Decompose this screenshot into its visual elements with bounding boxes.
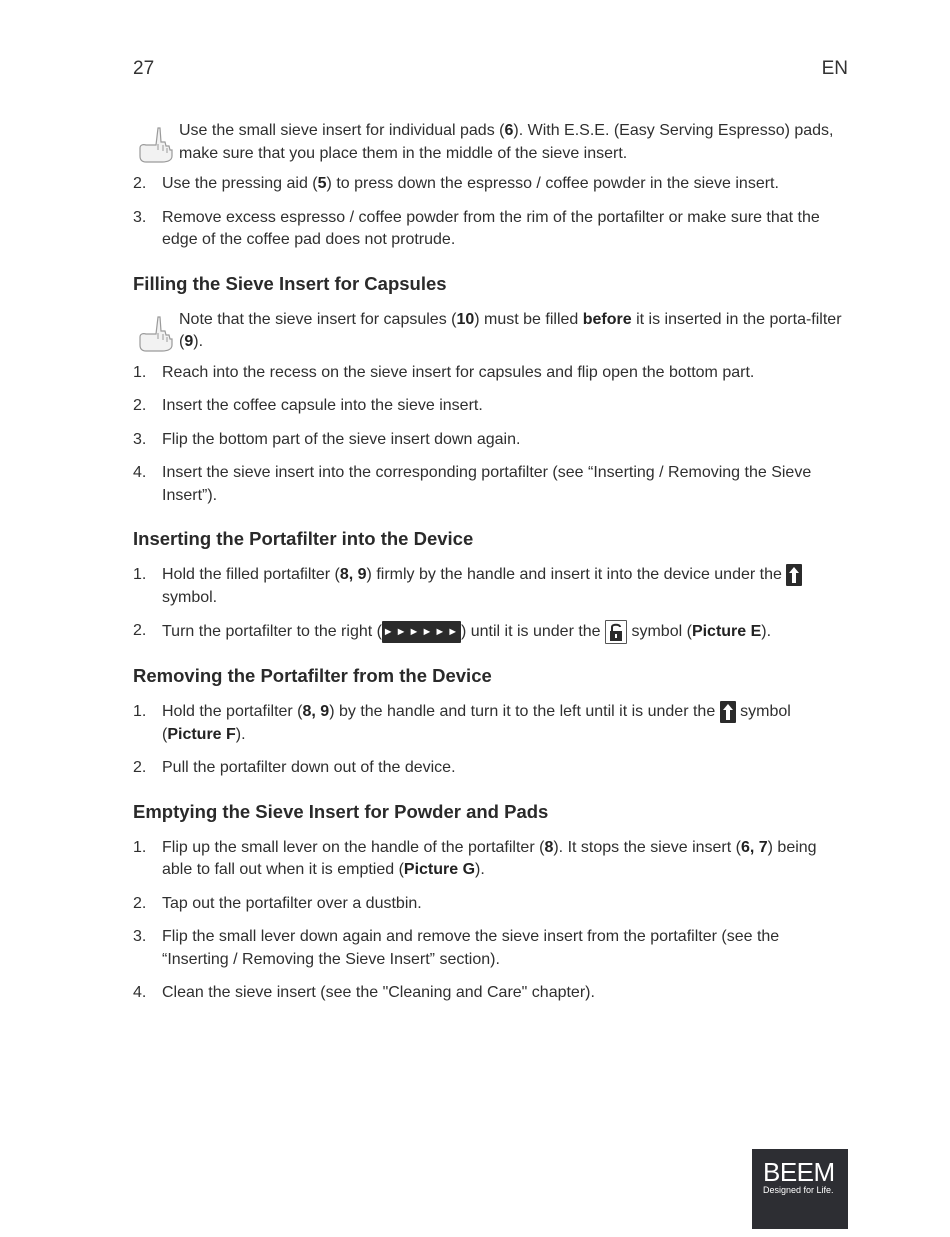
hint-note-pads [133,120,848,165]
list-item [133,926,848,971]
list-item-text: Reach into the recess on the sieve insert for capsules and flip open the bottom part. [162,363,755,381]
logo-tagline: Designed for Life. [763,1185,834,1195]
list-item-text: Hold the filled portafilter (8, 9) firmly by the handle and insert it into the device under the symbol. [162,564,848,609]
rotate-right-arrows-icon: ►►►►►► [382,621,461,643]
list-item [133,564,848,609]
language-code: EN [821,58,848,79]
list-item [133,893,848,916]
hint-note-text: Use the small sieve insert for individual pads (6). With E.S.E. (Easy Serving Espresso) pads, make sure that you place them in the middle of the sieve insert. [179,122,834,162]
list-item [133,837,848,882]
section-heading-removing: Removing the Portafilter from the Device [133,665,492,687]
instruction-list-emptying [133,837,848,1005]
list-item-number: 2. [133,175,147,192]
unlock-icon [605,620,627,644]
pointing-hand-icon [133,313,179,353]
list-item [133,429,848,452]
list-item-number: 1. [133,703,147,721]
list-item [133,620,848,644]
list-item-text: Remove excess espresso / coffee powder from the rim of the portafilter or make sure that the edge of the coffee pad does not protrude. [162,208,820,248]
list-item-text: Insert the coffee capsule into the sieve insert. [162,397,483,414]
instruction-list-removing [133,701,848,780]
list-item-text: Flip up the small lever on the handle of the portafilter (8). It stops the sieve insert (6, 7) being able to fall out when it is emptied (Picture G). [162,838,817,879]
list-item-text: Hold the portafilter (8, 9) by the handle and turn it to the left until it is under the symbol (Picture F). [162,701,848,746]
section-heading-capsules: Filling the Sieve Insert for Capsules [133,272,447,294]
section-heading-emptying: Emptying the Sieve Insert for Powder and Pads [133,800,549,822]
list-item-text: Insert the sieve insert into the corresponding portafilter (see “Inserting / Removing the Sieve Insert”). [162,464,812,504]
list-item-number: 4. [133,984,147,1002]
list-item-text: Use the pressing aid (5) to press down the espresso / coffee powder in the sieve insert. [162,175,779,192]
list-item-text: Flip the small lever down again and remove the sieve insert from the portafilter (see the “Inserting / Removing the Sieve Insert” section). [162,928,780,968]
arrow-up-icon [720,701,736,723]
instruction-list-1 [133,173,848,252]
list-item-number: 2. [133,397,147,414]
list-item-number: 1. [133,566,147,583]
beem-logo [752,1149,848,1229]
arrow-up-icon [786,564,802,586]
list-item [133,207,848,252]
list-item-number: 2. [133,759,147,777]
list-item [133,982,848,1005]
list-item [133,462,848,507]
list-item-number: 2. [133,622,147,640]
list-item-number: 3. [133,430,147,448]
list-item-number: 1. [133,838,147,856]
list-item-number: 1. [133,363,147,381]
hint-note-capsules [133,309,848,354]
pointing-hand-icon [133,124,179,164]
list-item [133,395,848,418]
instruction-list-inserting [133,564,848,644]
page-number: 27 [133,58,155,79]
list-item-text: Flip the bottom part of the sieve insert down again. [162,430,521,448]
list-item-number: 3. [133,208,147,226]
page-content [133,120,848,1016]
list-item-text: Pull the portafilter down out of the device. [162,759,456,777]
list-item-number: 2. [133,894,147,912]
list-item [133,362,848,385]
logo-brand: BEEM [763,1157,835,1187]
hint-note-text: Note that the sieve insert for capsules (10) must be filled before it is inserted in the porta-filter (9). [179,310,842,350]
list-item-text: Turn the portafilter to the right (►►►►►►) until it is under the symbol (Picture E). [162,620,848,644]
list-item-text: Tap out the portafilter over a dustbin. [162,894,422,912]
instruction-list-capsules [133,362,848,508]
list-item-number: 4. [133,464,147,481]
list-item-number: 3. [133,928,147,946]
list-item [133,757,848,780]
section-heading-inserting: Inserting the Portafilter into the Device [133,528,474,549]
list-item [133,173,848,196]
list-item-text: Clean the sieve insert (see the "Cleaning and Care" chapter). [162,984,595,1002]
list-item [133,701,848,746]
